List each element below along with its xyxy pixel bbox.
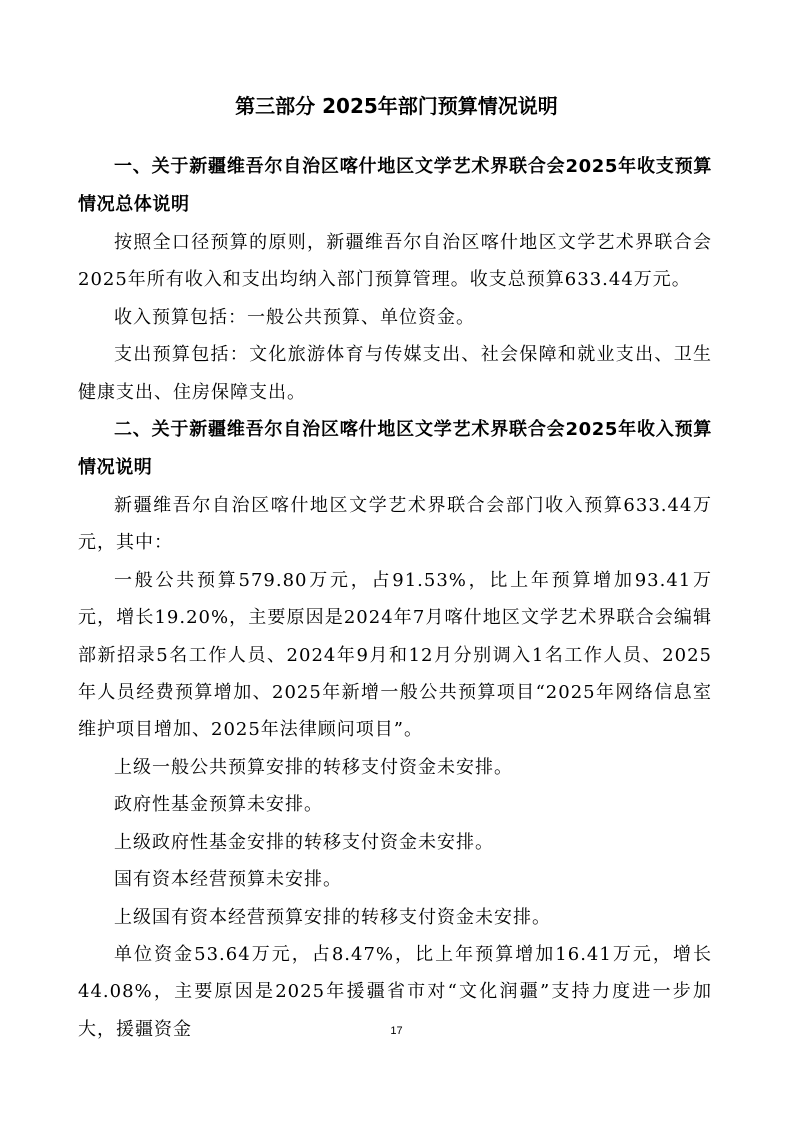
paragraph: 国有资本经营预算未安排。 bbox=[114, 869, 342, 891]
paragraph: 单位资金53.64万元，占8.47%，比上年预算增加16.41万元，增长44.08%，主要原因是2025年援疆省市对“文化润疆”支持力度进一步加大，援疆资金 bbox=[78, 943, 712, 1040]
paragraph: 支出预算包括：文化旅游体育与传媒支出、社会保障和就业支出、卫生健康支出、住房保障支出。 bbox=[78, 344, 712, 403]
section-heading-2: 二、关于新疆维吾尔自治区喀什地区文学艺术界联合会2025年收入预算情况说明 bbox=[78, 419, 712, 479]
paragraph: 上级国有资本经营预算安排的转移支付资金未安排。 bbox=[114, 906, 551, 928]
paragraph: 上级一般公共预算安排的转移支付资金未安排。 bbox=[114, 756, 513, 778]
paragraph: 按照全口径预算的原则，新疆维吾尔自治区喀什地区文学艺术界联合会2025年所有收入和支出均纳入部门预算管理。收支总预算633.44万元。 bbox=[78, 232, 712, 291]
paragraph: 政府性基金预算未安排。 bbox=[114, 794, 323, 816]
section-heading-1: 一、关于新疆维吾尔自治区喀什地区文学艺术界联合会2025年收支预算情况总体说明 bbox=[78, 156, 712, 215]
document-body bbox=[78, 148, 712, 1048]
page-title: 第三部分 2025年部门预算情况说明 bbox=[235, 94, 558, 118]
paragraph: 一般公共预算579.80万元，占91.53%，比上年预算增加93.41万元，增长19.20%，主要原因是2024年7月喀什地区文学艺术界联合会编辑部新招录5名工作人员、2024年9月和12月分别调入1名工作人员、2025年人员经费预算增加、2025年新增一般公共预算项目“2025年网络信息室维护项目增加、2025年法律顾问项目”。 bbox=[78, 569, 712, 741]
paragraph: 新疆维吾尔自治区喀什地区文学艺术界联合会部门收入预算633.44万元，其中： bbox=[78, 495, 712, 554]
paragraph: 收入预算包括：一般公共预算、单位资金。 bbox=[114, 306, 475, 328]
page-number: 17 bbox=[390, 1025, 403, 1037]
paragraph: 上级政府性基金安排的转移支付资金未安排。 bbox=[114, 831, 494, 853]
